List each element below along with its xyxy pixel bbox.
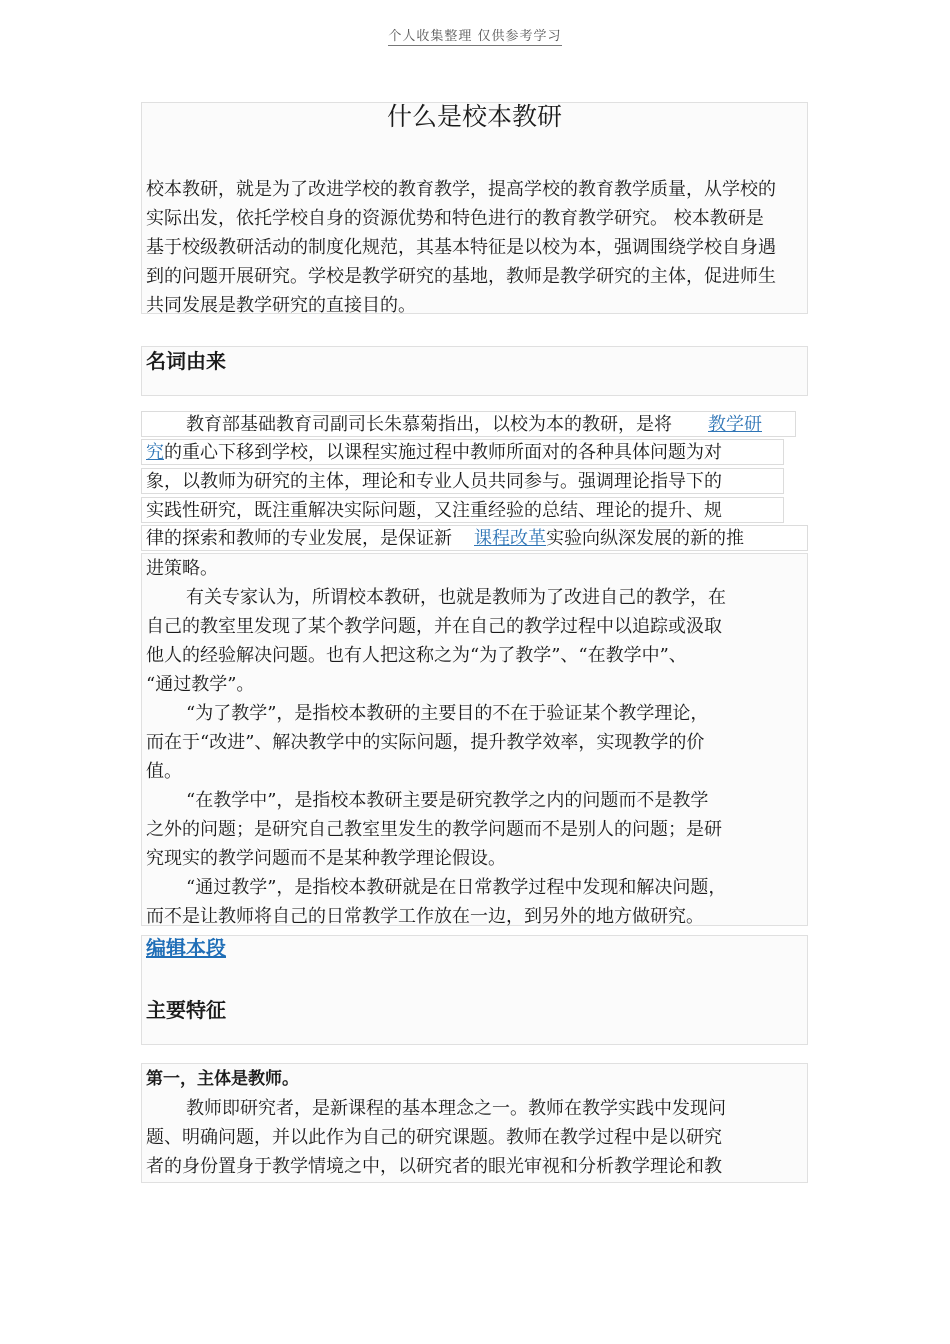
origin-body-section bbox=[141, 553, 808, 926]
origin-heading: 名词由来 bbox=[146, 349, 226, 373]
origin-body-line: “在教学中”，是指校本教研主要是研究教学之内的问题而不是教学 bbox=[186, 790, 709, 811]
origin-body-line: “通过教学”。 bbox=[146, 674, 255, 695]
features-section bbox=[141, 935, 808, 1045]
intro-line-2: 实际出发，依托学校自身的资源优势和特色进行的教育教学研究。 校本教研是 bbox=[146, 208, 764, 229]
header-text: 个人收集整理 仅供参考学习 bbox=[388, 29, 562, 44]
origin-heading-section bbox=[141, 346, 808, 396]
origin-line-1 bbox=[141, 411, 796, 437]
origin-line-3-text: 象，以教师为研究的主体，理论和专业人员共同参与。强调理论指导下的 bbox=[146, 471, 722, 492]
features-heading: 主要特征 bbox=[146, 998, 226, 1022]
intro-line-4: 到的问题开展研究。学校是教学研究的基地，教师是教学研究的主体，促进师生 bbox=[146, 266, 776, 287]
page-title: 什么是校本教研 bbox=[386, 102, 562, 131]
origin-line-4 bbox=[141, 497, 784, 523]
teaching-research-link[interactable]: 教学研 bbox=[708, 414, 762, 435]
intro-line-5: 共同发展是教学研究的直接目的。 bbox=[146, 295, 416, 316]
origin-body-line: 进策略。 bbox=[146, 558, 218, 579]
teaching-research-link-cont[interactable]: 究 bbox=[146, 442, 164, 463]
origin-body-line: 究现实的教学问题而不是某种教学理论假设。 bbox=[146, 848, 506, 869]
origin-body-line: 而不是让教师将自己的日常教学工作放在一边，到另外的地方做研究。 bbox=[146, 906, 704, 927]
origin-line-5 bbox=[141, 525, 808, 551]
origin-line-2 bbox=[141, 439, 784, 465]
origin-body-line: “为了教学”，是指校本教研的主要目的不在于验证某个教学理论， bbox=[186, 703, 709, 724]
intro-line-3: 基于校级教研活动的制度化规范，其基本特征是以校为本，强调围绕学校自身遇 bbox=[146, 237, 776, 258]
first-feature-line: 题、明确问题，并以此作为自己的研究课题。教师在教学过程中是以研究 bbox=[146, 1127, 722, 1148]
page-header bbox=[0, 25, 950, 44]
edit-section-link[interactable]: 编辑本段 bbox=[146, 936, 226, 960]
intro-line-1: 校本教研，就是为了改进学校的教育教学，提高学校的教育教学质量，从学校的 bbox=[146, 179, 776, 200]
first-feature-line: 者的身份置身于教学情境之中，以研究者的眼光审视和分析教学理论和教 bbox=[146, 1156, 722, 1177]
origin-line-3 bbox=[141, 468, 784, 494]
origin-body-line: 有关专家认为，所谓校本教研，也就是教师为了改进自己的教学，在 bbox=[186, 587, 726, 608]
origin-body-line: 之外的问题；是研究自己教室里发生的教学问题而不是别人的问题；是研 bbox=[146, 819, 722, 840]
first-feature-heading: 第一，主体是教师。 bbox=[146, 1069, 299, 1089]
origin-line-4-text: 实践性研究，既注重解决实际问题，又注重经验的总结、理论的提升、规 bbox=[146, 500, 722, 521]
first-feature-line: 教师即研究者，是新课程的基本理念之一。教师在教学实践中发现问 bbox=[186, 1098, 726, 1119]
origin-body-line: 他人的经验解决问题。也有人把这称之为“为了教学”、“在教学中”、 bbox=[146, 645, 687, 666]
curriculum-reform-link[interactable]: 课程改革 bbox=[474, 528, 546, 549]
origin-body-line: “通过教学”，是指校本教研就是在日常教学过程中发现和解决问题， bbox=[186, 877, 727, 898]
origin-body-line: 值。 bbox=[146, 761, 182, 782]
origin-body-line: 自己的教室里发现了某个教学问题，并在自己的教学过程中以追踪或汲取 bbox=[146, 616, 722, 637]
origin-line-1-text: 教育部基础教育司副司长朱慕菊指出，以校为本的教研，是将 bbox=[186, 414, 672, 435]
origin-line-5-post: 实验向纵深发展的新的推 bbox=[546, 528, 744, 549]
first-feature-section bbox=[141, 1063, 808, 1183]
origin-line-2-text: 的重心下移到学校，以课程实施过程中教师所面对的各种具体问题为对 bbox=[164, 442, 722, 463]
intro-section bbox=[141, 102, 808, 314]
origin-line-5-text: 律的探索和教师的专业发展，是保证新 bbox=[146, 528, 452, 549]
origin-body-line: 而在于“改进”、解决教学中的实际问题，提升教学效率，实现教学的价 bbox=[146, 732, 705, 753]
